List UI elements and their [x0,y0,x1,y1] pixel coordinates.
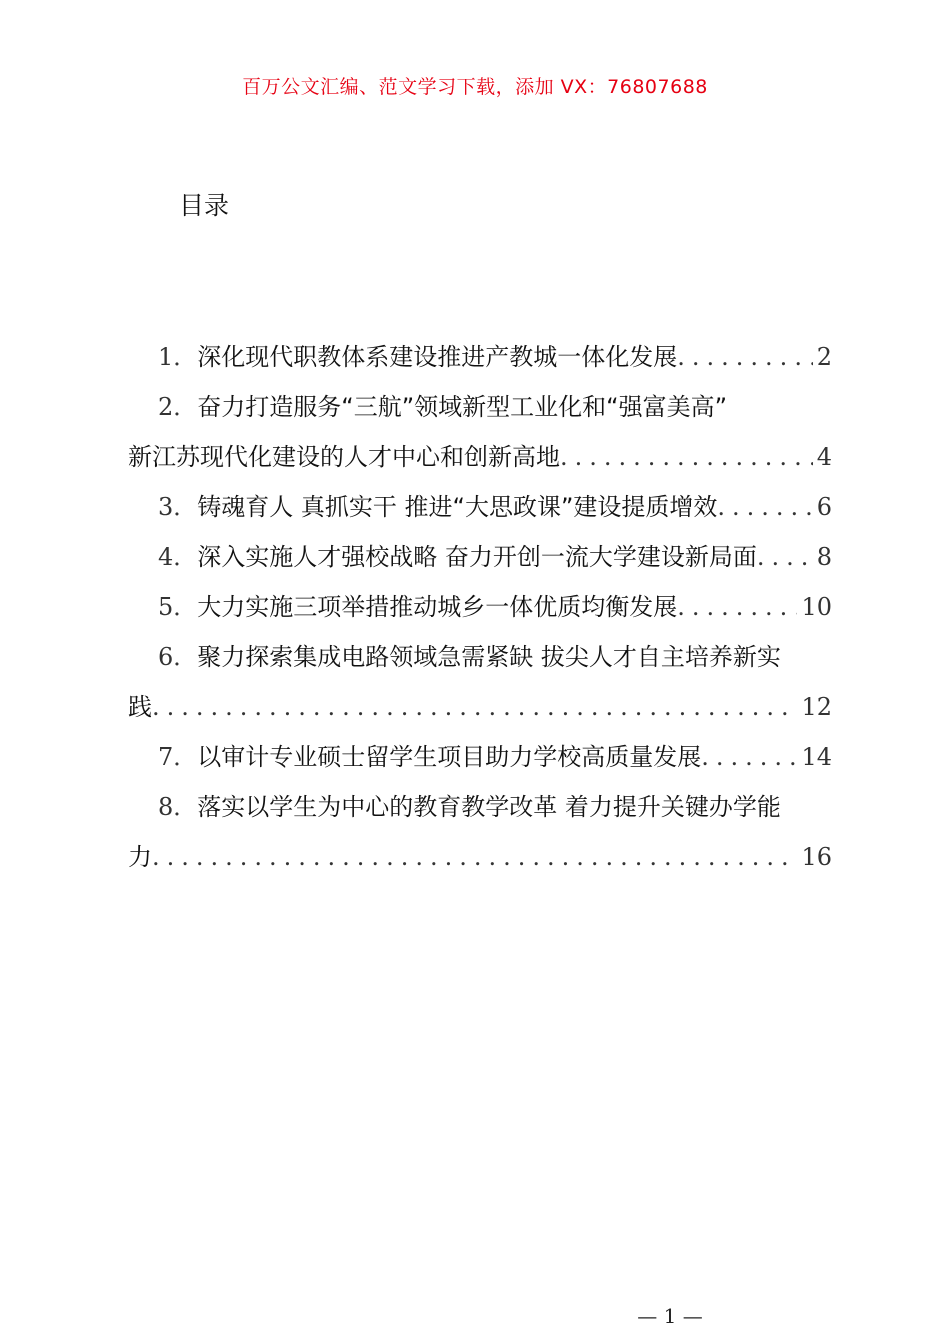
toc-entry-page: 12 [801,693,832,721]
toc-entry-2[interactable] [128,382,832,482]
toc-entry-7[interactable] [128,732,832,782]
toc-entry-title: 深入实施人才强校战略 奋力开创一流大学建设新局面 [197,543,757,571]
toc-entry-title: 聚力探索集成电路领域急需紧缺 拔尖人才自主培养新实 [197,643,781,671]
toc-entry-page: 6 [816,493,832,521]
dot-leader [677,332,812,382]
toc-entry-title-cont: 践 [128,693,152,721]
page-number-footer: — 1 — [637,1304,703,1328]
toc-entry-6[interactable] [128,632,832,732]
toc-entry-1[interactable] [128,332,832,382]
toc-entry-4[interactable] [128,532,832,582]
dot-leader [152,682,797,732]
dot-leader [677,582,797,632]
toc-entry-page: 2 [816,343,832,371]
toc-entry-title-cont: 力 [128,843,152,871]
dot-leader [152,832,797,882]
toc-entry-number: 3． [158,493,198,521]
toc-entry-title: 以审计专业硕士留学生项目助力学校高质量发展 [197,743,702,771]
toc-entry-page: 4 [816,443,832,471]
toc-entry-number: 6． [158,643,198,671]
toc-entry-number: 4． [158,543,198,571]
toc-entry-page: 14 [801,743,832,771]
toc-entry-title: 落实以学生为中心的教育教学改革 着力提升关键办学能 [197,793,781,821]
toc-entry-number: 7． [158,743,198,771]
watermark-header: 百万公文汇编、范文学习下载，添加 VX：76807688 [242,76,708,98]
table-of-contents [128,332,832,882]
toc-entry-page: 16 [801,843,832,871]
toc-entry-5[interactable] [128,582,832,632]
toc-entry-page: 10 [801,593,832,621]
toc-entry-title: 铸魂育人 真抓实干 推进“大思政课”建设提质增效 [197,493,718,521]
toc-entry-number: 5． [158,593,198,621]
toc-entry-title-cont: 新江苏现代化建设的人才中心和创新高地 [128,443,560,471]
toc-entry-8[interactable] [128,782,832,882]
toc-entry-page: 8 [816,543,832,571]
toc-entry-number: 1． [158,343,198,371]
toc-entry-number: 8． [158,793,198,821]
dot-leader [717,482,812,532]
toc-entry-title: 深化现代职教体系建设推进产教城一体化发展 [197,343,678,371]
dot-leader [560,432,813,482]
toc-entry-3[interactable] [128,482,832,532]
toc-entry-number: 2． [158,393,198,421]
toc-title: 目录 [179,191,230,220]
dot-leader [757,532,813,582]
dot-leader [701,732,797,782]
toc-entry-title: 奋力打造服务“三航”领域新型工业化和“强富美高” [197,393,728,421]
toc-entry-title: 大力实施三项举措推动城乡一体优质均衡发展 [197,593,678,621]
